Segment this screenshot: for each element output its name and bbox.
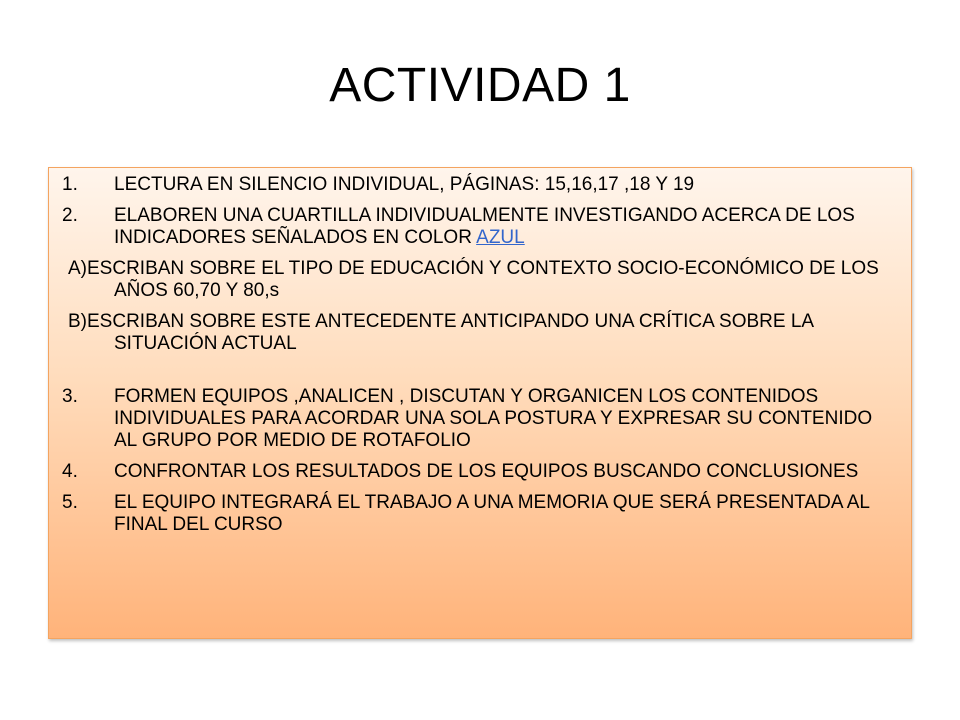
item-number: 1.: [62, 174, 78, 195]
sub-item-text: B)ESCRIBAN SOBRE ESTE ANTECEDENTE ANTICIPANDO UNA CRÍTICA SOBRE LA SITUACIÓN ACTUAL: [68, 311, 814, 354]
sub-item-text: A)ESCRIBAN SOBRE EL TIPO DE EDUCACIÓN Y CONTEXTO SOCIO-ECONÓMICO DE LOS AÑOS 60,70 Y 80,s: [68, 258, 879, 301]
list-item-1: [62, 174, 887, 196]
azul-link[interactable]: AZUL: [476, 227, 525, 248]
item-number: 2.: [62, 205, 78, 226]
list-item-2: [62, 205, 887, 249]
list-item-4: [62, 461, 887, 483]
spacer: [62, 364, 887, 386]
list-item-3: [62, 386, 887, 452]
list-item-5: [62, 492, 887, 536]
item-number: 3.: [62, 386, 78, 407]
item-number: 5.: [62, 492, 78, 513]
item-text: CONFRONTAR LOS RESULTADOS DE LOS EQUIPOS BUSCANDO CONCLUSIONES: [114, 461, 859, 482]
item-text: LECTURA EN SILENCIO INDIVIDUAL, PÁGINAS: 15,16,17 ,18 Y 19: [114, 174, 695, 195]
item-text: ELABOREN UNA CUARTILLA INDIVIDUALMENTE INVESTIGANDO ACERCA DE LOS INDICADORES SEÑALADOS EN COLOR: [114, 205, 855, 248]
sub-item-a: [62, 258, 887, 302]
slide-title: ACTIVIDAD 1: [329, 59, 631, 112]
content-box: [48, 167, 912, 639]
item-number: 4.: [62, 461, 78, 482]
item-text: EL EQUIPO INTEGRARÁ EL TRABAJO A UNA MEMORIA QUE SERÁ PRESENTADA AL FINAL DEL CURSO: [114, 492, 870, 535]
item-text: FORMEN EQUIPOS ,ANALICEN , DISCUTAN Y ORGANICEN LOS CONTENIDOS INDIVIDUALES PARA ACORDAR UNA SOLA POSTURA Y EXPRESAR SU CONTENIDO AL GRUPO POR MEDIO DE ROTAFOLIO: [114, 386, 873, 451]
sub-item-b: [62, 311, 887, 355]
